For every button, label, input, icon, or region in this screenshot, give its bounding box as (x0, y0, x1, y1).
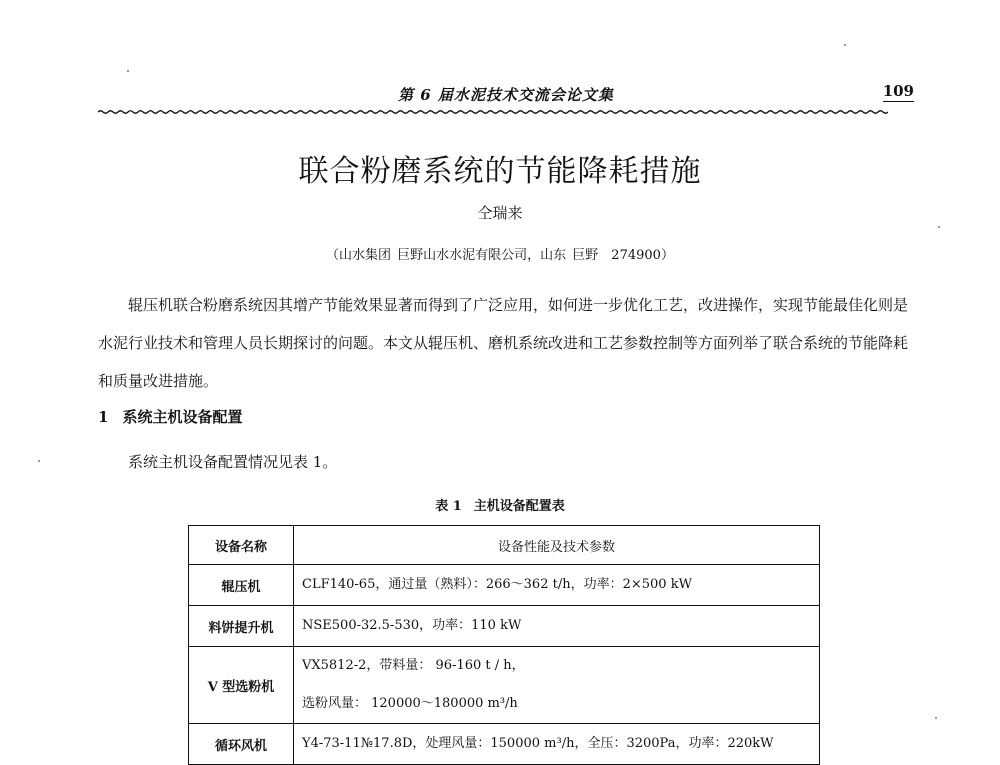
table-row (189, 565, 820, 606)
section-heading (98, 406, 242, 427)
table-caption-number: 表 1 (435, 499, 462, 514)
equipment-name: 循环风机 (189, 724, 294, 765)
author-name: 仝瑞来 (477, 204, 523, 222)
table-row (189, 606, 820, 647)
table-header-row (189, 526, 820, 565)
paper-title: 联合粉磨系统的节能降耗措施 (298, 154, 702, 189)
scan-speck (935, 717, 937, 719)
scan-speck (938, 226, 940, 228)
scan-speck (38, 460, 40, 462)
table-caption-text: 主机设备配置表 (473, 499, 565, 514)
equipment-params (294, 647, 820, 724)
table-caption (0, 495, 1000, 514)
abstract-paragraph: 辊压机联合粉磨系统因其增产节能效果显著而得到了广泛应用，如何进一步优化工艺，改进操作，实现节能最佳化则是水泥行业技术和管理人员长期探讨的问题。本文从辊压机、磨机系统改进和工艺参数控制等方面列举了联合系统的节能降耗和质量改进措施。 (98, 296, 909, 390)
column-header-name: 设备名称 (189, 526, 294, 565)
author-affiliation: （山水集团 巨野山水水泥有限公司，山东 巨野 274900） (326, 248, 674, 263)
table-intro-sentence: 系统主机设备配置情况见表 1。 (128, 453, 338, 471)
param-line: CLF140-65，通过量（熟料）：266～362 t/h，功率：2×500 kW (302, 577, 692, 592)
table-row (189, 647, 820, 724)
running-header (98, 80, 914, 108)
equipment-params (294, 606, 820, 647)
param-line: 选粉风量： 120000～180000 m³/h (302, 696, 518, 711)
equipment-params (294, 724, 820, 765)
param-line: NSE500-32.5-530，功率：110 kW (302, 618, 522, 633)
equipment-name: V 型选粉机 (189, 647, 294, 724)
scan-speck (844, 44, 846, 46)
section-heading-text: 系统主机设备配置 (122, 408, 243, 426)
table-row (189, 724, 820, 765)
scan-speck (127, 70, 129, 72)
running-title: 第 6 届水泥技术交流会论文集 (398, 86, 614, 104)
equipment-name: 料饼提升机 (189, 606, 294, 647)
equipment-params (294, 565, 820, 606)
section-number: 1 (98, 408, 109, 426)
param-line: VX5812-2，带料量： 96-160 t / h， (302, 658, 525, 673)
header-wavy-rule (98, 108, 888, 116)
equipment-table (188, 525, 820, 765)
page-number: 109 (882, 82, 914, 100)
column-header-params: 设备性能及技术参数 (294, 526, 820, 565)
param-line: Y4-73-11№17.8D，处理风量：150000 m³/h，全压：3200Pa，功率：220kW (302, 736, 774, 751)
equipment-name: 辊压机 (189, 565, 294, 606)
